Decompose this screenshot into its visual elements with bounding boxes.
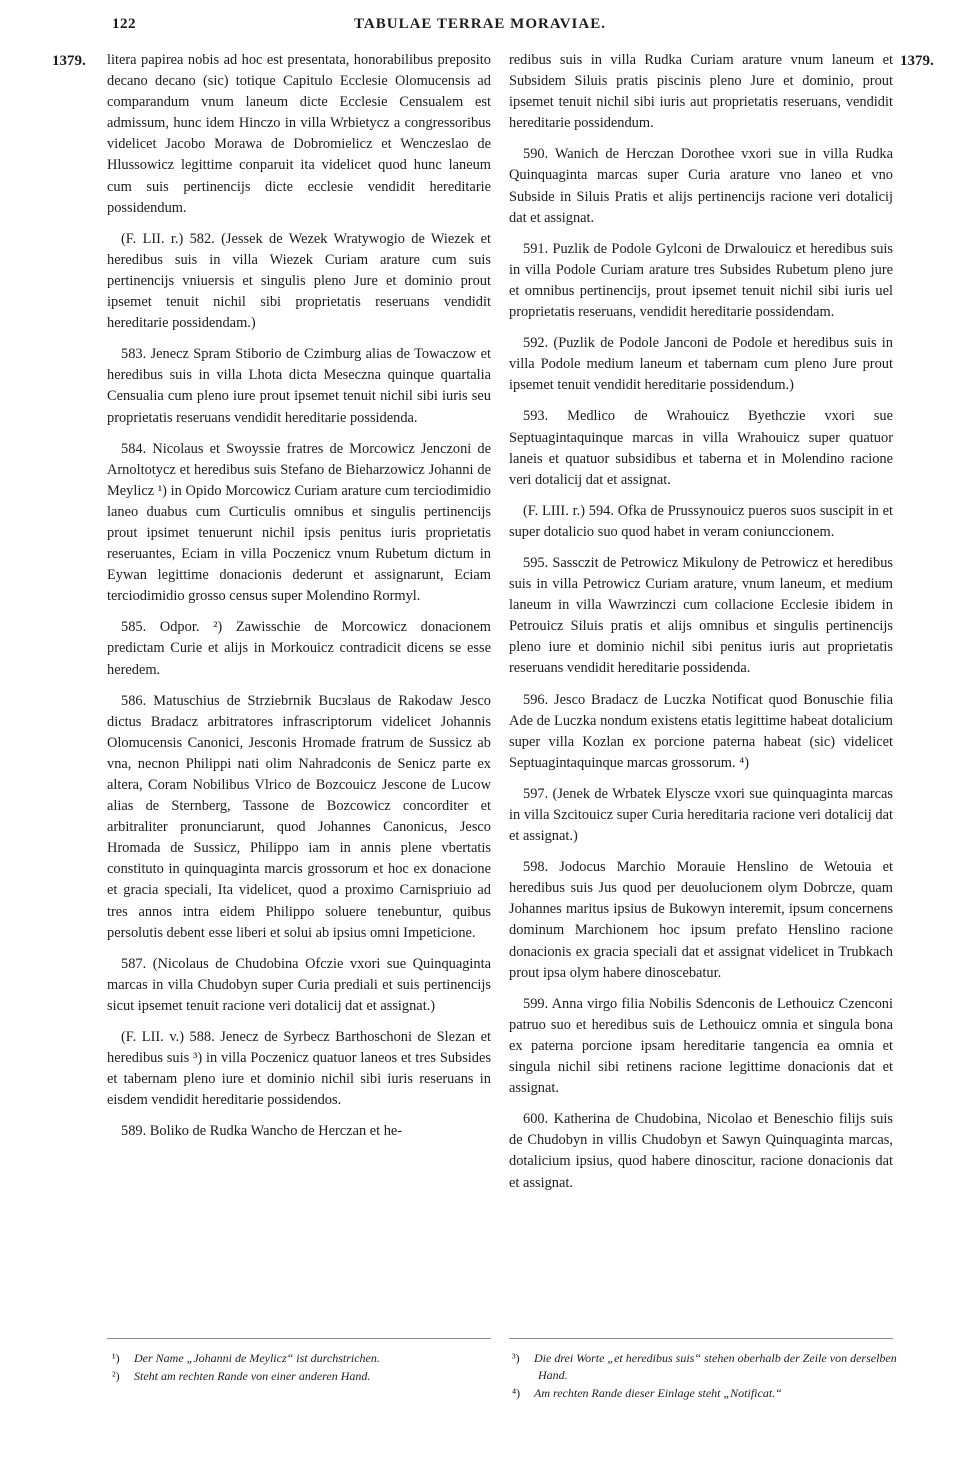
footnotes-right [512,1350,902,1403]
entry-paragraph: 587. (Nicolaus de Chudobina Ofczie vxori sue Quinquaginta marcas in villa Chudobyn super Curia prediali et suis pertinencijs sicut ipsemet tenuit racione veri dotalicij dat et assignat.) [107,955,491,1014]
footnote-text: Die drei Worte „et heredibus suis“ stehen oberhalb der Zeile von derselben Hand. [534,1351,897,1382]
footnote-text: Der Name „Johanni de Meylicz“ ist durchstrichen. [134,1351,380,1365]
entry-paragraph: (F. LII. v.) 588. Jenecz de Syrbecz Barthoschoni de Slezan et heredibus suis ³) in villa Poczenicz quatuor laneos et tres Subsides et tabernam pleno iure et dominio nichil sibi iuris reseruans in eisdem vendidit hereditarie possidendos. [107,1029,491,1109]
footnote [512,1385,902,1402]
entry-paragraph: (F. LIII. r.) 594. Ofka de Prussynouicz pueros suos suscipit in et super dotalicio suo quod habet in veram coniunccionem. [509,502,893,540]
entry-paragraph: 597. (Jenek de Wrbatek Elyscze vxori sue quinquaginta marcas in villa Szcitouicz super Curia hereditaria racione veri dotalicij dat et assignat.) [509,785,893,845]
entry-paragraph: 585. Odpor. ²) Zawisschie de Morcowicz donacionem predictam Curie et alijs in Morkouicz contradicit dicens se esse heredem. [107,619,491,678]
margin-year-right: 1379. [900,53,934,69]
right-column [509,50,893,1204]
entry-paragraph: 595. Sassczit de Petrowicz Mikulony de Petrowicz et heredibus suis in villa Petrowicz Curiam arature, vnum laneum, et medium laneum in villa Wawrzinczi cum collacione Ecclesie ibidem in Petrouicz Siluis pratis et alijs omnibus et singulis pertinencijs pleno iure et dominio nichil sibi penitus iuris aut proprietatis reseruans vendidit hereditarie possidenda. [509,554,893,677]
footnote-divider-left [107,1338,491,1339]
footnote-text: Steht am rechten Rande von einer anderen Hand. [134,1369,371,1383]
entry-paragraph: 593. Medlico de Wrahouicz Byethczie vxori sue Septuagintaquinque marcas in villa Wrahouicz super quatuor laneis et quatuor subsidibus et taberna et in Molendino racione veri dotalicij dat et assignat. [509,408,893,488]
running-head: TABULAE TERRAE MORAVIAE. [354,16,606,32]
entry-paragraph: (F. LII. r.) 582. (Jessek de Wezek Wratywogio de Wiezek et heredibus suis in villa Wiezek Curiam arature cum suis pertinencijs vniuersis et singulis pleno Jure et dominio prout ipsemet tenuit nichil sibi proprietatis reseruans vendidit hereditarie possidendam.) [107,230,491,332]
entry-paragraph: 599. Anna virgo filia Nobilis Sdenconis de Lethouicz Czenconi patruo suo et heredibus suis de Lethouicz omnia et singula bona ex paterna porcione ipsam hereditarie tangencia ea omnia et singula nichil sibi retinens racione legittime donacionis dat et assignat. [509,995,893,1097]
page-number: 122 [112,16,136,32]
entry-paragraph: 598. Jodocus Marchio Morauie Henslino de Wetouia et heredibus suis Jus quod per deuolucionem olym Dobrcze, quam Johannes maritus ipsius de Bukowyn interemit, ipsum concernens dominum Marchionem hoc ipsum prefato Henslino racione donacionis ex gracia speciali dat et assignat videlicet in Trubkach prout ipsa olym habere dinoscebatur. [509,859,893,981]
left-column [107,50,491,1153]
footnote-mark: ²) [112,1369,120,1383]
footnote-divider-right [509,1338,893,1339]
entry-paragraph: 600. Katherina de Chudobina, Nicolao et Beneschio filijs suis de Chudobyn in villis Chudobyn et Sawyn Quinquaginta marcas, dotalicium ipsius, quod habere dinoscitur, racione donacionis dat et assignat. [509,1111,893,1191]
entry-paragraph: litera papirea nobis ad hoc est presentata, honorabilibus preposito decano decano (sic) totique Capitulo Ecclesie Olomucensis ad comparandum vnum laneum dicte Ecclesie Censualem est admissum, hunc idem Hinczo in villa Wrbietycz a congressoribus videlicet Jacobo Morawa de Dobromielicz et Wenczeslao de Hlussowicz legittime conparuit ita videlicet quod hunc laneum cum suis pertinencijs dicte ecclesie vendidit hereditarie possidendum. [107,52,491,216]
entry-paragraph: redibus suis in villa Rudka Curiam arature vnum laneum et Subsidem Siluis pratis piscinis pleno Jure et dominio, prout ipsemet tenuit nichil sibi iuris aut proprietatis reseruans, vendidit hereditarie possidendum. [509,52,893,132]
footnote-mark: ³) [512,1351,520,1365]
entry-paragraph: 596. Jesco Bradacz de Luczka Notificat quod Bonuschie filia Ade de Luczka nondum existens etatis legittime habeat dotalicium super villa Kozlan ex porcione paterna habeat (sic) videlicet Septuagintaquinque marcas grossorum. ⁴) [509,691,893,771]
footnotes-left [112,1350,502,1386]
entry-paragraph: 589. Boliko de Rudka Wancho de Herczan et he- [121,1123,403,1140]
entry-paragraph: 591. Puzlik de Podole Gylconi de Drwalouicz et heredibus suis in villa Podole Curiam arature tres Subsides Rubetum pleno jure et omnibus pertinencijs, prout ipsemet tenuit nichil sibi iuris uel proprietatis reseruans, vendidit hereditarie possidendam. [509,240,893,321]
entry-paragraph: 592. (Puzlik de Podole Janconi de Podole et heredibus suis in villa Podole medium laneum et tabernam cum pleno Jure prout ipsemet tenuit vendidit hereditarie possidendum.) [509,335,893,394]
footnote [112,1350,502,1367]
entry-paragraph: 586. Matuschius de Strziebrnik Bucзlaus de Rakodaw Jesco dictus Bradacz arbitratores infrascriptorum videlicet Johannis Olomucensis Canonici, Jesconis Hromade fratrum de Sussicz ab vna, necnon Philippi nati olim Nahradconis de Senicz parte ex altera, Coram Nobilibus Vlrico de Bozcouicz Jescone de Lucow alias de Sternberg, Tassone de Bozcowicz concorditer et arbitraliter pronunciarunt, quod Johannes Canonicus, Jesco Hromada de Sussicz, Philippo iam in annis plene vbertatis constituto in quinquaginta marcis grossorum et hoc ex donacione et gracia speciali, Ita videlicet, quod a proximo Carnispriuio ad tres annos intra eidem Philippo soluere tenebuntur, quibus persolutis debent esse liberi et solui ab ipsius omni Impeticione. [107,692,491,941]
entry-paragraph: 583. Jenecz Spram Stiborio de Czimburg alias de Towaczow et heredibus suis in villa Lhota dicta Meseczna quinque quartalia Censualia cum pleno iure prout ipsemet tenuit nichil sibi iuris seu proprietatis reseruans vendidit hereditarie possidenda. [107,346,491,426]
footnote-text: Am rechten Rande dieser Einlage steht „Notificat.“ [534,1386,782,1400]
entry-paragraph: 590. Wanich de Herczan Dorothee vxori sue in villa Rudka Quinquaginta marcas super Curia arature vno laneo et vno Subside in Siluis Pratis et alijs pertinencijs racione veri dotalicij dat et assignat. [509,146,893,226]
margin-year-left: 1379. [52,53,86,69]
footnote-mark: ¹) [112,1351,120,1365]
footnote [112,1368,502,1385]
footnote-mark: ⁴) [512,1386,521,1400]
footnote [512,1350,902,1384]
entry-paragraph: 584. Nicolaus et Swoyssie fratres de Morcowicz Jenczoni de Arnoltotycz et heredibus suis Stefano de Bieharzowicz Johanni de Meylicz ¹) in Opido Morcowicz Curiam arature cum terciodimidio laneo duabus cum Curticulis omnibus et singulis pertinencijs prout ipsimet tenuerunt nichil ipsis penitus iuris proprietatis reseruantes, Eciam in villa Poczenicz vnum Rubetum dictum in Eywan legittime donacionis dederunt et assignarunt, Eciam terciodimidio grosso census super Molendino Rormyl. [107,440,491,605]
